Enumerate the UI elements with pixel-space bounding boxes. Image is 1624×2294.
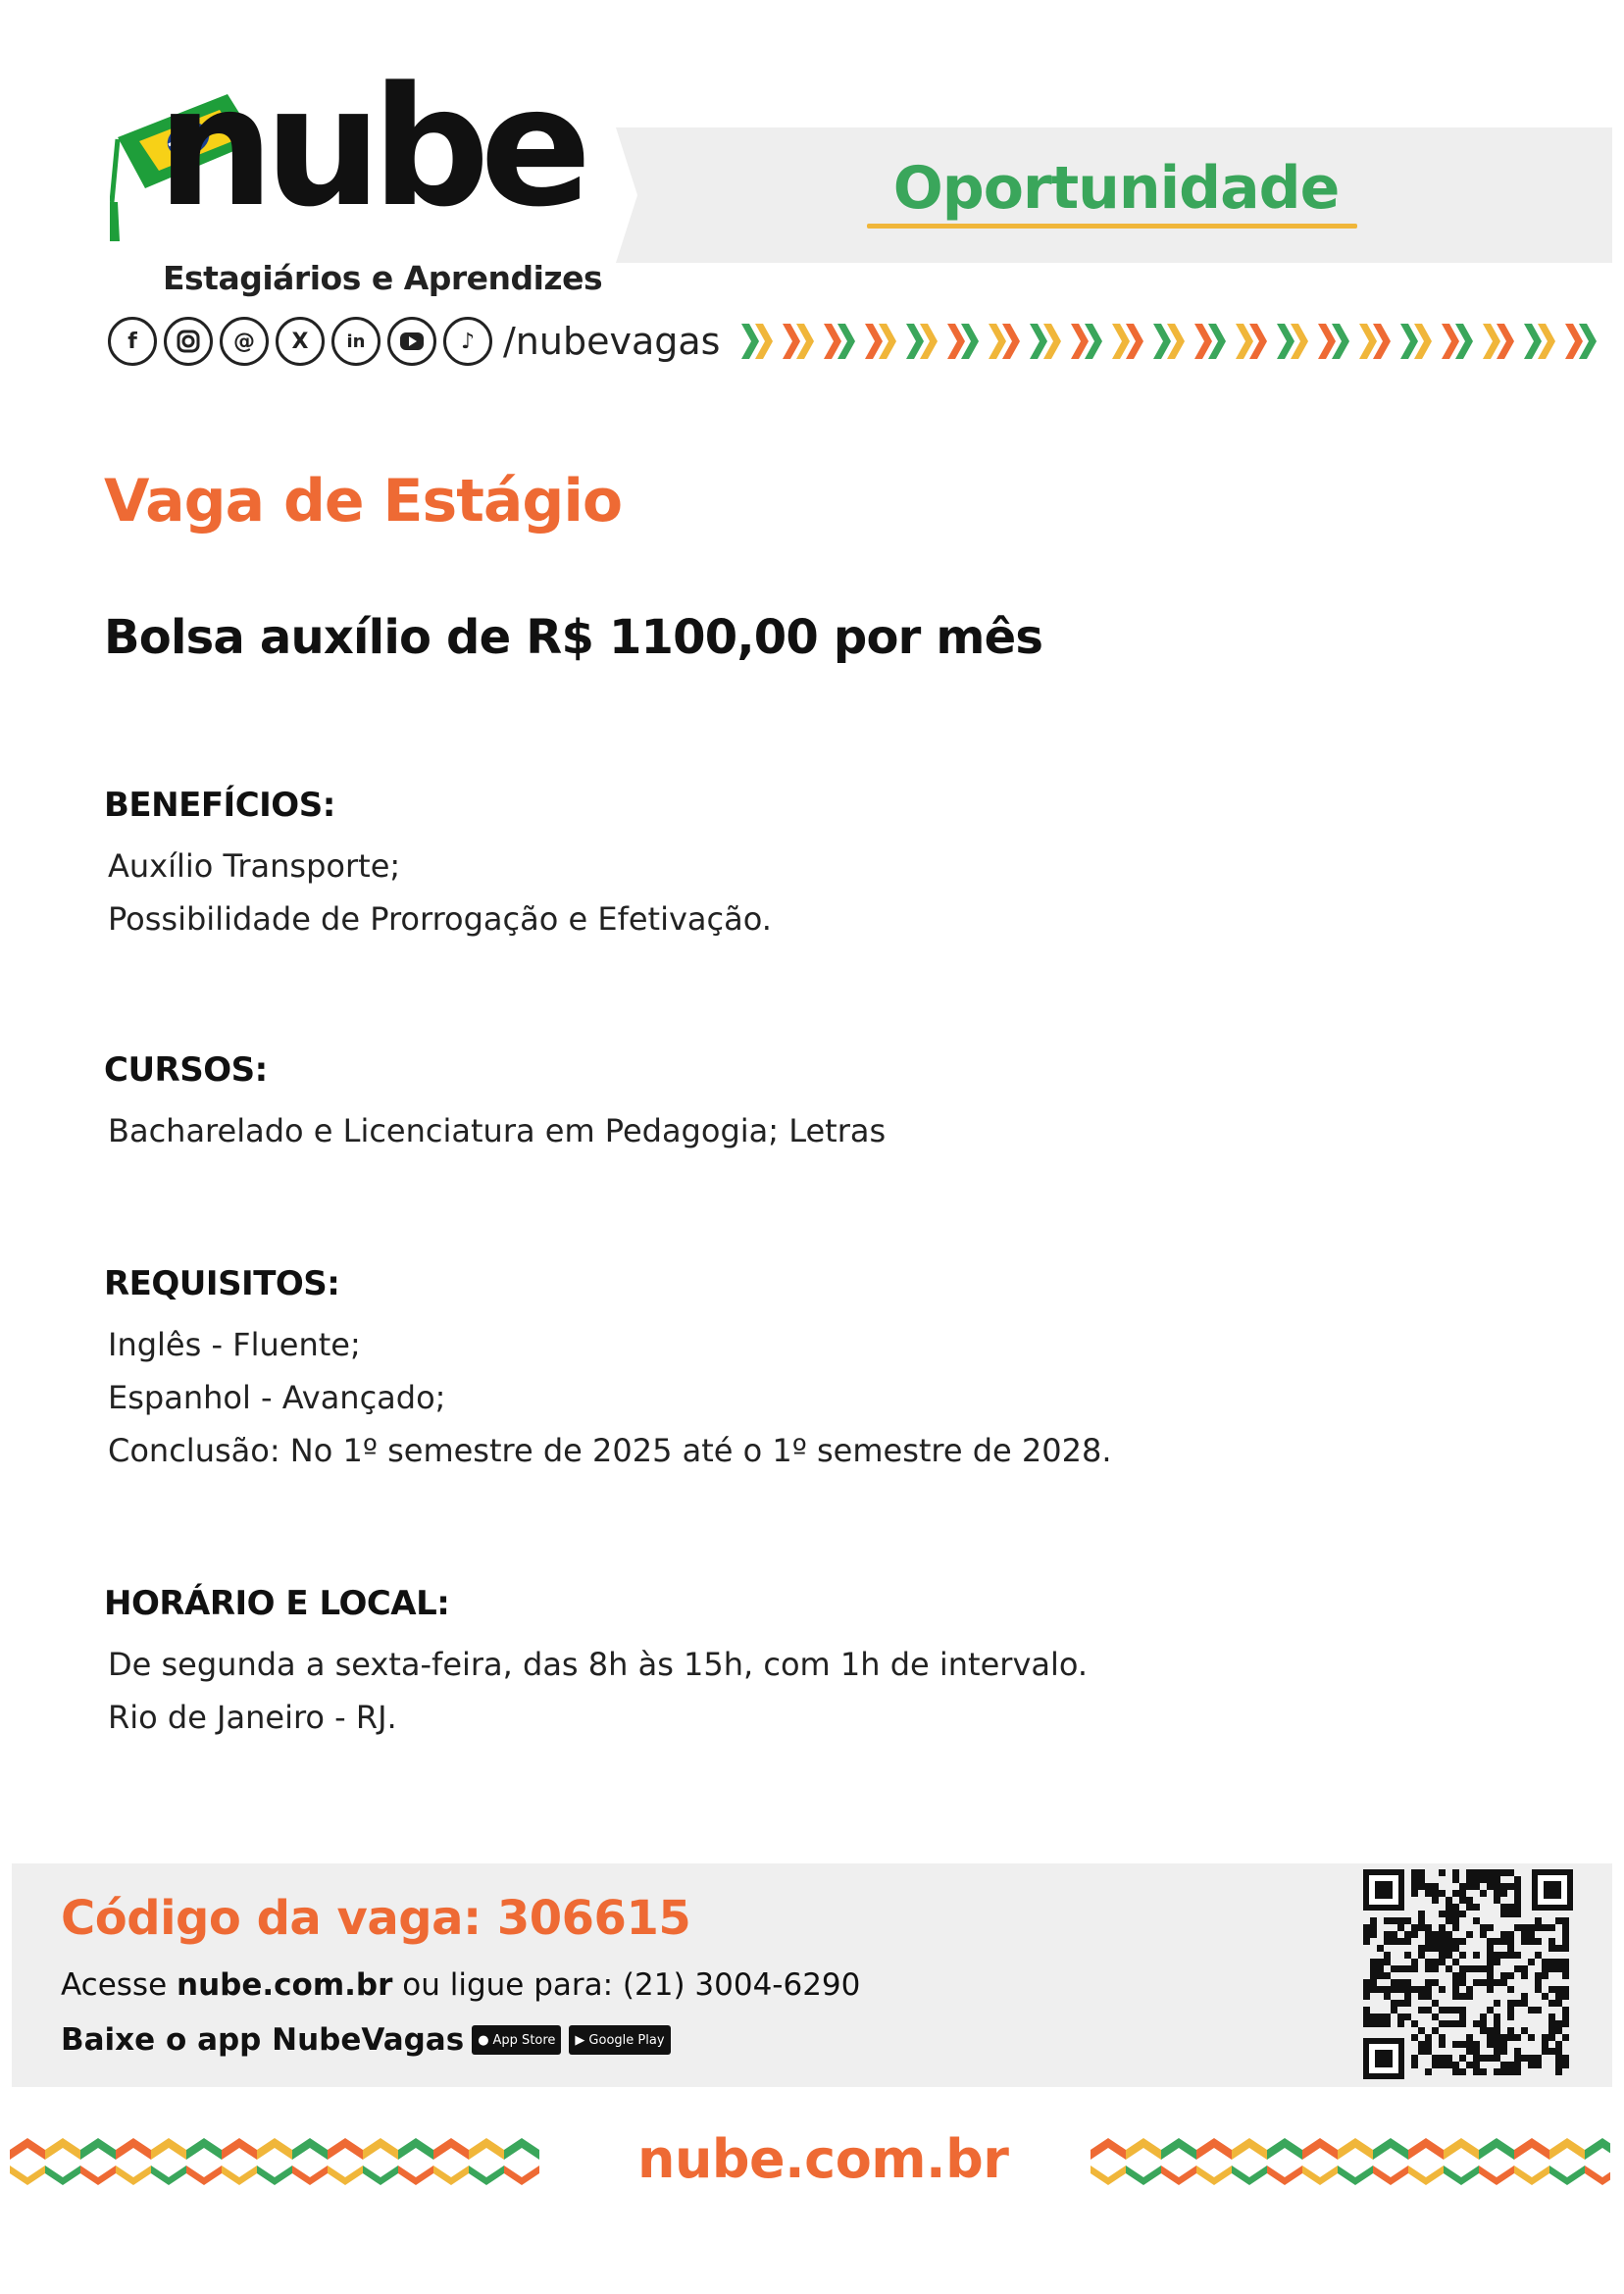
- nube-logo: [110, 51, 603, 304]
- banner-title: Oportunidade: [892, 154, 1340, 223]
- footer-site-link[interactable]: nube.com.br: [637, 2128, 1009, 2190]
- app-store-badge[interactable]: ● App Store: [472, 2025, 561, 2055]
- section-cursos: [104, 1049, 886, 1157]
- section-beneficios: [104, 785, 772, 945]
- facebook-icon[interactable]: f: [108, 317, 157, 366]
- location-line: Rio de Janeiro - RJ.: [108, 1699, 397, 1736]
- requirement-line: Conclusão: No 1º semestre de 2025 até o 1º semestre de 2028.: [108, 1432, 1112, 1469]
- section-horario: [104, 1583, 1088, 1744]
- section-requisitos: [104, 1263, 1112, 1477]
- job-code: Código da vaga: 306615: [61, 1891, 691, 1946]
- requirement-line: Espanhol - Avançado;: [108, 1379, 446, 1416]
- zigzag-decoration-right: [1091, 2136, 1610, 2185]
- job-type-heading: Vaga de Estágio: [104, 467, 623, 535]
- opportunity-banner: [616, 127, 1612, 263]
- section-title: BENEFÍCIOS:: [104, 786, 335, 825]
- salary: Bolsa auxílio de R$ 1100,00 por mês: [104, 610, 1043, 665]
- app-download-line: [61, 2022, 671, 2058]
- social-handle[interactable]: /nubevagas: [503, 320, 721, 363]
- footer-info-box: [12, 1863, 1612, 2087]
- section-title: HORÁRIO E LOCAL:: [104, 1584, 450, 1623]
- google-play-badge[interactable]: ▶ Google Play: [569, 2025, 670, 2055]
- section-title: REQUISITOS:: [104, 1264, 340, 1303]
- qr-code-icon[interactable]: [1355, 1863, 1581, 2087]
- contact-prefix: Acesse: [61, 1967, 168, 2003]
- chevron-decoration: [741, 322, 1612, 361]
- play-icon: ▶: [575, 2032, 585, 2048]
- app-text: Baixe o app NubeVagas: [61, 2022, 465, 2058]
- contact-line: [61, 1967, 860, 2003]
- contact-site-link[interactable]: nube.com.br: [177, 1967, 393, 2003]
- logo-wordmark: nube: [157, 51, 583, 243]
- benefit-line: Possibilidade de Prorrogação e Efetivação.: [108, 900, 772, 938]
- requirement-line: Inglês - Fluente;: [108, 1326, 361, 1363]
- youtube-icon[interactable]: [387, 317, 436, 366]
- linkedin-icon[interactable]: in: [331, 317, 381, 366]
- section-title: CURSOS:: [104, 1050, 268, 1090]
- logo-tagline: Estagiários e Aprendizes: [163, 259, 603, 297]
- zigzag-decoration-left: [10, 2136, 539, 2185]
- benefit-line: Auxílio Transporte;: [108, 847, 401, 885]
- apple-icon: ●: [478, 2032, 489, 2048]
- instagram-icon[interactable]: [164, 317, 213, 366]
- threads-icon[interactable]: @: [220, 317, 269, 366]
- course-line: Bacharelado e Licenciatura em Pedagogia; Letras: [108, 1112, 887, 1149]
- contact-phone: ou ligue para: (21) 3004-6290: [402, 1967, 861, 2003]
- social-links: [108, 316, 720, 367]
- banner-underline: [867, 224, 1357, 229]
- schedule-line: De segunda a sexta-feira, das 8h às 15h, com 1h de intervalo.: [108, 1646, 1089, 1683]
- tiktok-icon[interactable]: ♪: [443, 317, 492, 366]
- x-icon[interactable]: X: [276, 317, 325, 366]
